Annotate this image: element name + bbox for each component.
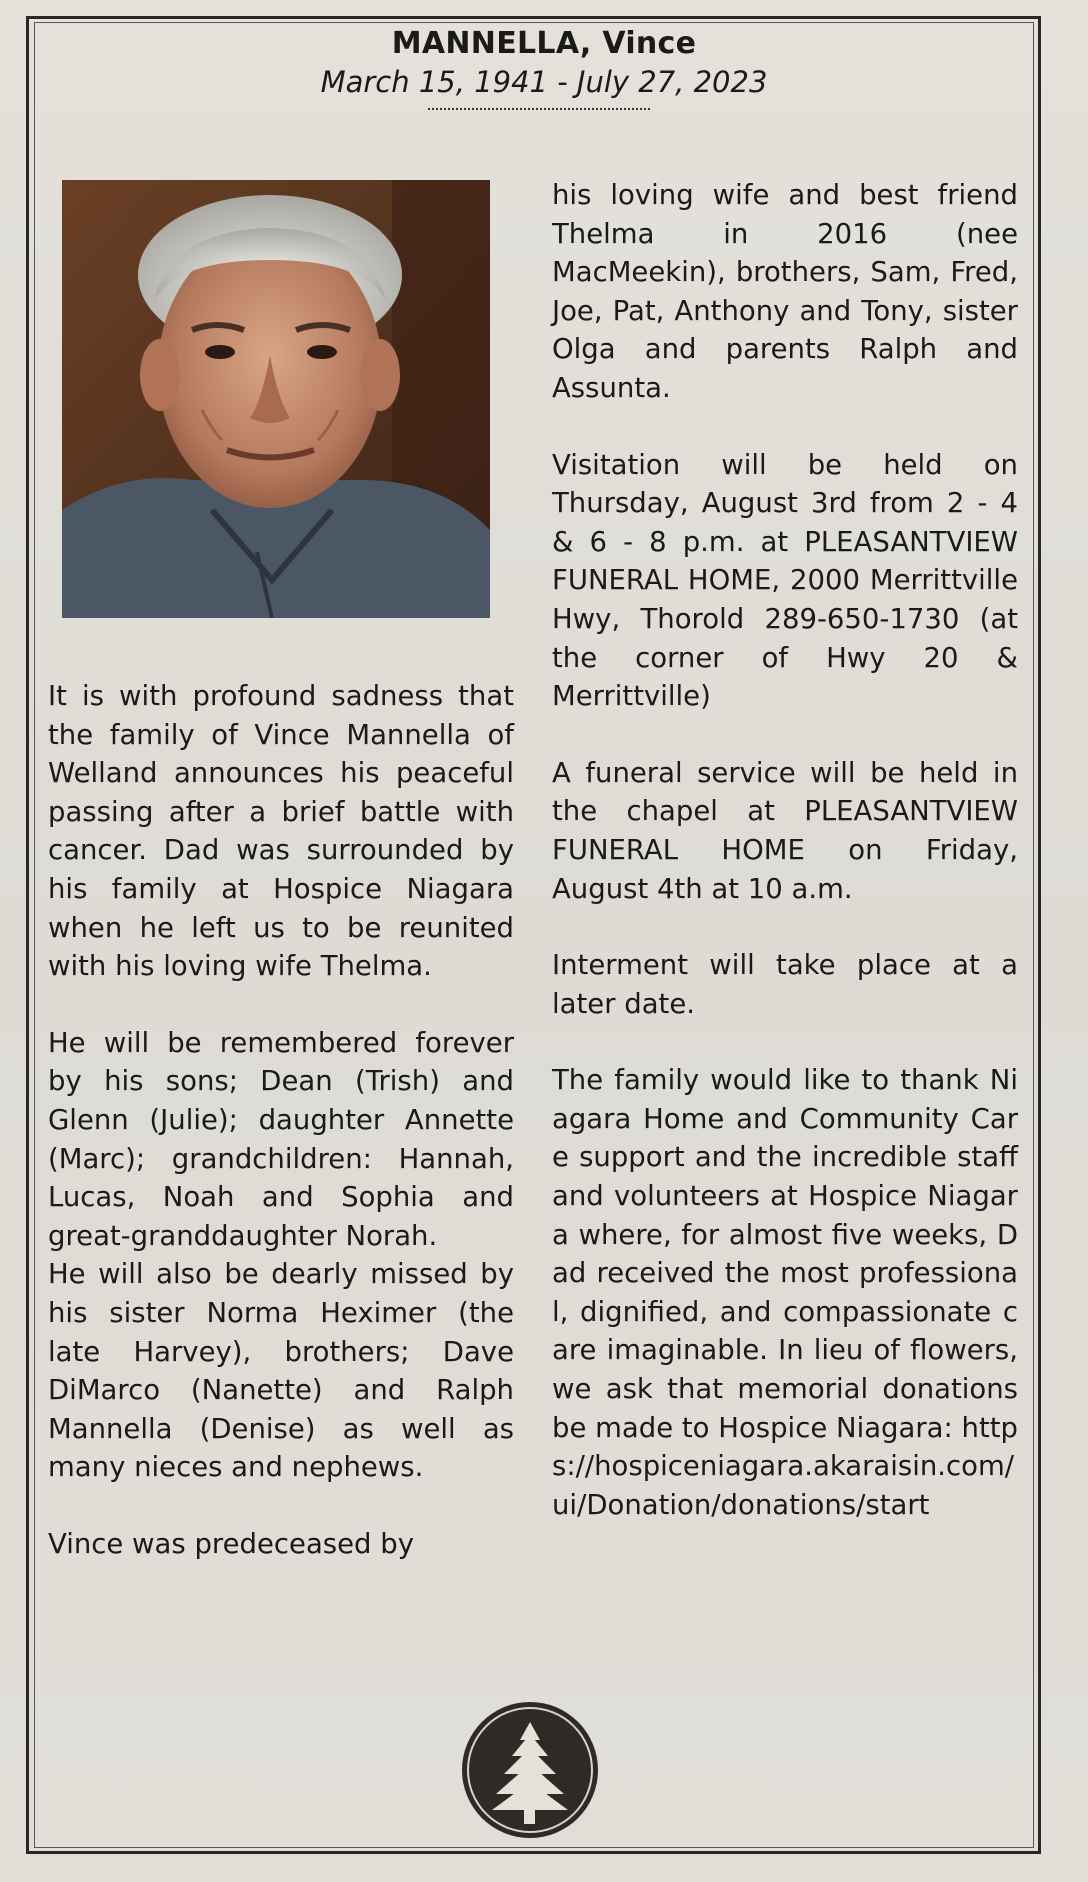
obituary-header <box>0 24 1088 100</box>
visitation-paragraph: Visitation will be held on Thursday, August 3rd from 2 - 4 & 6 - 8 p.m. at PLEASANTVIEW FUNERAL HOME, 2000 Merrittville Hwy, Thorold 289-650-1730 (at the corner of Hwy 20 & Merrittville) <box>552 448 1018 713</box>
predeceased-paragraph: his loving wife and best friend Thelma in 2016 (nee MacMeekin), brothers, Sam, Fred, Joe, Pat, Anthony and Tony, sister Olga and parents Ralph and Assunta. <box>552 179 1018 404</box>
obituary-dates: March 15, 1941 - July 27, 2023 <box>320 65 768 99</box>
pine-tree-icon <box>460 1700 600 1840</box>
header-divider <box>428 108 650 110</box>
funeral-service-paragraph: A funeral service will be held in the chapel at PLEASANTVIEW FUNERAL HOME on Friday, August 4th at 10 a.m. <box>552 756 1018 905</box>
interment-paragraph: Interment will take place at a later date. <box>552 949 1018 1020</box>
right-text-column <box>552 176 1018 1524</box>
siblings-paragraph: He will also be dearly missed by his sister Norma Heximer (the late Harvey), brothers; Dave DiMarco (Nanette) and Ralph Mannella (Denise) as well as many nieces and nephews. <box>48 1258 514 1484</box>
portrait-photo <box>62 180 490 618</box>
left-text-column <box>48 677 514 1563</box>
thanks-donations-paragraph: The family would like to thank Niagara Home and Community Care support and the incredible staff and volunteers at Hospice Niagara where, for almost five weeks, Dad received the most professional, dignified, and compassionate care imaginable. In lieu of flowers, we ask that memorial donations be made to Hospice Niagara: https://hospiceniagara.akaraisin.com/ui/Donation/donations/start <box>552 1064 1018 1521</box>
predeceased-lead: Vince was predeceased by <box>48 1527 414 1560</box>
survivors-paragraph: He will be remembered forever by his sons; Dean (Trish) and Glenn (Julie); daughter Annette (Marc); grandchildren: Hannah, Lucas, Noah and Sophia and great-granddaughter Norah. <box>48 1026 514 1252</box>
obituary-name: MANNELLA, Vince <box>391 26 697 61</box>
announcement-paragraph: It is with profound sadness that the family of Vince Mannella of Welland announces his peaceful passing after a brief battle with cancer. Dad was surrounded by his family at Hospice Niagara when he left us to be reunited with his loving wife Thelma. <box>48 680 514 983</box>
